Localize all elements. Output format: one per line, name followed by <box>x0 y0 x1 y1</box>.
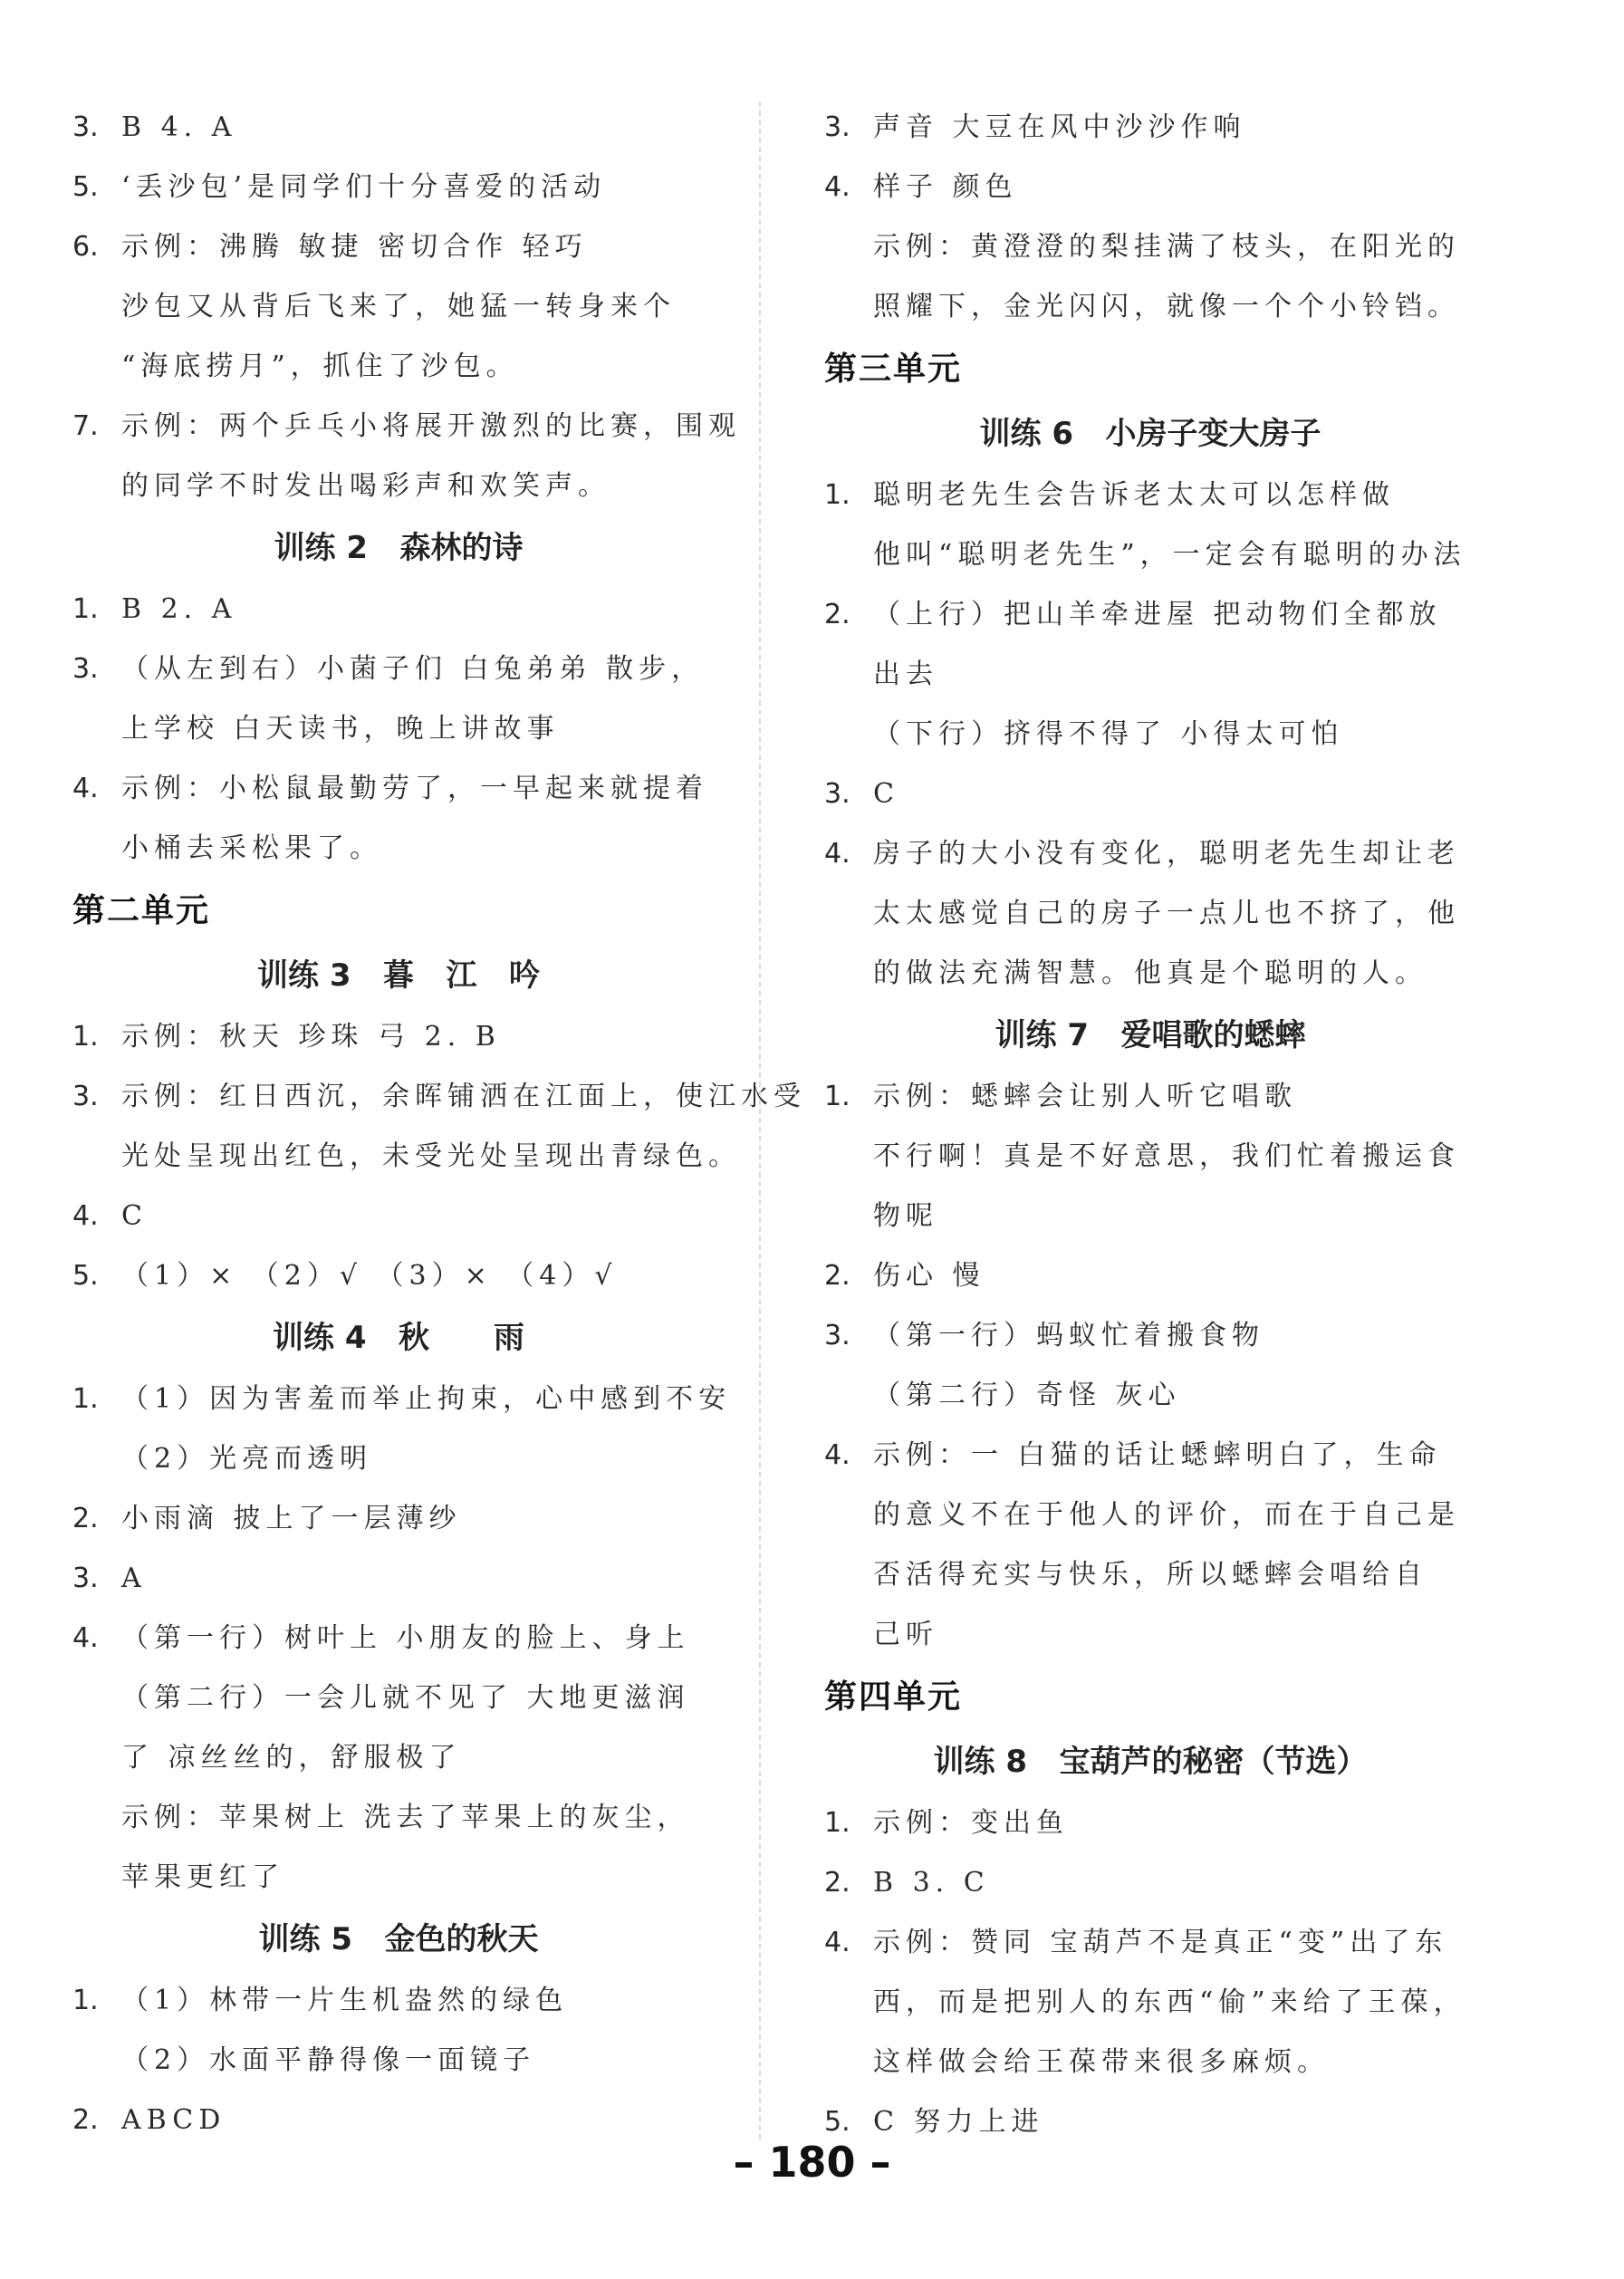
answer-text: 伤心 慢 <box>873 1260 985 1292</box>
question-number: 4. <box>72 1200 99 1232</box>
answer-text: “海底捞月”，抓住了沙包。 <box>121 351 519 382</box>
answer-line <box>72 1370 732 1429</box>
answer-text: （下行）挤得不得了 小得太可怕 <box>873 718 1344 750</box>
question-number: 3. <box>824 778 850 810</box>
question-number: 1. <box>824 479 850 511</box>
answer-line <box>824 98 1476 158</box>
answer-line <box>824 1545 1476 1605</box>
answer-line <box>824 158 1476 217</box>
answer-line <box>72 1067 806 1127</box>
question-number: 5. <box>72 1260 99 1292</box>
question-number: 1. <box>824 1807 850 1839</box>
answer-text: 沙包又从背后飞来了，她猛一转身来个 <box>121 291 676 322</box>
unit-heading: 第三单元 <box>824 351 963 388</box>
answer-line <box>72 1971 725 2031</box>
answer-line <box>824 525 1476 585</box>
question-number: 2. <box>824 1867 850 1899</box>
answer-line <box>72 277 725 337</box>
answer-text: （上行）把山羊牵进屋 把动物们全都放 <box>873 599 1442 630</box>
answer-line <box>824 1127 1476 1187</box>
question-number: 1. <box>72 1985 99 2016</box>
answer-text: （2）光亮而透明 <box>121 1443 373 1475</box>
answer-text: A <box>121 1563 147 1594</box>
answer-line <box>72 397 741 457</box>
question-number: 4. <box>824 1927 850 1958</box>
question-number: 1. <box>72 1021 99 1053</box>
answer-text: （1）× （2）√ （3）× （4）√ <box>121 1260 618 1292</box>
answer-line <box>824 2033 1476 2092</box>
answer-text: 示例：红日西沉，余晖铺洒在江面上，使江水受 <box>121 1081 806 1112</box>
question-number: 3. <box>72 111 99 143</box>
answer-line <box>824 1605 1476 1665</box>
exercise-title: 训练 4 秋 雨 <box>272 1320 525 1356</box>
answer-text: 示例：赞同 宝葫芦不是真正“变”出了东 <box>873 1927 1448 1958</box>
question-number: 2. <box>824 1260 850 1292</box>
answer-line <box>824 466 1476 525</box>
answer-line <box>824 884 1476 944</box>
answer-line <box>72 1609 725 1668</box>
answer-text: 示例：沸腾 敏捷 密切合作 轻巧 <box>121 231 588 263</box>
question-number: 1. <box>72 1383 99 1415</box>
answer-text: 小雨滴 披上了一层薄纱 <box>121 1503 462 1534</box>
exercise-title: 训练 3 暮 江 吟 <box>256 957 541 994</box>
answer-line <box>824 1793 1476 1853</box>
question-number: 3. <box>72 1563 99 1594</box>
answer-text: 不行啊！真是不好意思，我们忙着搬运食 <box>873 1140 1460 1172</box>
answer-line <box>72 2031 725 2091</box>
answer-line <box>72 337 725 397</box>
answer-text: 上学校 白天读书，晚上讲故事 <box>121 713 560 745</box>
answer-text: 小桶去采松果了。 <box>121 832 382 864</box>
answer-line <box>72 699 725 759</box>
answer-line <box>72 457 725 516</box>
answer-line <box>72 1127 741 1187</box>
question-number: 3. <box>72 653 99 685</box>
answer-text: 示例：两个乒乓小将展开激烈的比赛，围观 <box>121 410 741 442</box>
answer-text: 声音 大豆在风中沙沙作响 <box>873 111 1246 143</box>
answer-text: 太太感觉自己的房子一点儿也不挤了，他 <box>873 898 1460 929</box>
answer-text: 他叫“聪明老先生”，一定会有聪明的办法 <box>873 539 1466 571</box>
answer-line <box>824 1366 1476 1426</box>
question-number: 4. <box>72 1622 99 1654</box>
answer-line <box>824 645 1476 705</box>
exercise-title: 训练 2 森林的诗 <box>274 530 524 566</box>
answer-text: 的同学不时发出喝彩声和欢笑声。 <box>121 470 610 502</box>
answer-text: 了 凉丝丝的，舒服极了 <box>121 1742 462 1774</box>
answer-text: B 3. C <box>873 1867 990 1899</box>
answer-text: 的做法充满智慧。他真是个聪明的人。 <box>873 957 1427 989</box>
question-number: 4. <box>824 171 850 203</box>
answer-text: （从左到右）小菌子们 白兔弟弟 散步， <box>121 653 705 685</box>
answer-text: （2）水面平静得像一面镜子 <box>121 2044 536 2076</box>
exercise-title: 训练 7 爱唱歌的蟋蟀 <box>995 1017 1306 1053</box>
answer-text: （第一行）树叶上 小朋友的脸上、身上 <box>121 1622 690 1654</box>
answer-text: B 4. A <box>121 111 237 143</box>
question-number: 4. <box>72 773 99 804</box>
answer-text: 出去 <box>873 659 938 690</box>
question-number: 1. <box>72 593 99 625</box>
answer-line <box>72 1187 725 1246</box>
right-column <box>824 98 1476 2152</box>
answer-line <box>824 1067 1476 1127</box>
answer-line <box>72 98 725 158</box>
column-divider <box>759 101 761 2140</box>
answer-line <box>72 759 725 819</box>
answer-line <box>824 1913 1476 1973</box>
answer-line <box>72 639 725 699</box>
exercise-title: 训练 5 金色的秋天 <box>258 1921 539 1957</box>
question-number: 3. <box>824 1320 850 1351</box>
answer-text: 西，而是把别人的东西“偷”来给了王葆， <box>873 1986 1466 2018</box>
answer-line <box>72 1429 725 1489</box>
answer-text: C <box>873 778 899 810</box>
answer-line <box>824 1187 1476 1246</box>
answer-text: （第二行）一会儿就不见了 大地更滋润 <box>121 1682 690 1714</box>
answer-line <box>72 1848 725 1908</box>
answer-text: 样子 颜色 <box>873 171 1018 203</box>
answer-line <box>824 217 1476 277</box>
question-number: 2. <box>72 1503 99 1534</box>
answer-line <box>72 819 725 879</box>
answer-line <box>824 585 1476 645</box>
answer-text: C 努力上进 <box>873 2106 1044 2138</box>
answer-line <box>824 277 1476 337</box>
answer-text: 示例：苹果树上 洗去了苹果上的灰尘， <box>121 1802 690 1833</box>
answer-line <box>824 1973 1476 2033</box>
answer-text: 光处呈现出红色，未受光处呈现出青绿色。 <box>121 1140 741 1172</box>
page-number: – 180 – <box>733 2138 891 2187</box>
exercise-title: 训练 6 小房子变大房子 <box>979 416 1321 452</box>
answer-text: ABCD <box>121 2104 226 2136</box>
answer-text: 示例：蟋蟀会让别人听它唱歌 <box>873 1081 1297 1112</box>
answer-text: 聪明老先生会告诉老太太可以怎样做 <box>873 479 1395 511</box>
answer-line <box>824 824 1476 884</box>
answer-text: C <box>121 1200 148 1232</box>
answer-text: 房子的大小没有变化，聪明老先生却让老 <box>873 838 1460 870</box>
unit-heading: 第二单元 <box>72 892 211 929</box>
question-number: 5. <box>72 171 99 203</box>
question-number: 2. <box>824 599 850 630</box>
answer-text: 示例：黄澄澄的梨挂满了枝头，在阳光的 <box>873 231 1460 263</box>
exercise-title: 训练 8 宝葫芦的秘密（节选） <box>933 1744 1368 1780</box>
answer-line <box>824 705 1476 764</box>
answer-text: 的意义不在于他人的评价，而在于自己是 <box>873 1499 1460 1531</box>
answer-line <box>72 1788 725 1848</box>
answer-text: 这样做会给王葆带来很多麻烦。 <box>873 2046 1330 2078</box>
answer-line <box>72 1489 725 1549</box>
answer-text: （第一行）蚂蚁忙着搬食物 <box>873 1320 1264 1351</box>
answer-line <box>824 1426 1476 1486</box>
answer-line <box>72 1668 725 1728</box>
answer-text: B 2. A <box>121 593 237 625</box>
answer-line <box>824 1486 1476 1545</box>
answer-text: 示例：小松鼠最勤劳了，一早起来就提着 <box>121 773 708 804</box>
answer-line <box>824 1246 1476 1306</box>
answer-line <box>72 580 725 639</box>
answer-line <box>72 158 725 217</box>
question-number: 6. <box>72 231 99 263</box>
question-number: 3. <box>824 111 850 143</box>
answer-text: 己听 <box>873 1619 938 1650</box>
question-number: 1. <box>824 1081 850 1112</box>
answer-text: 物呢 <box>873 1200 938 1232</box>
question-number: 7. <box>72 410 99 442</box>
left-column <box>72 98 806 2150</box>
answer-text: 照耀下，金光闪闪，就像一个个小铃铛。 <box>873 291 1460 322</box>
question-number: 3. <box>72 1081 99 1112</box>
answer-line <box>72 1728 725 1788</box>
answer-text: （第二行）奇怪 灰心 <box>873 1380 1181 1411</box>
answer-line <box>72 217 725 277</box>
answer-line <box>72 1007 725 1067</box>
answer-text: 苹果更红了 <box>121 1861 284 1893</box>
question-number: 4. <box>824 1439 850 1471</box>
answer-line <box>824 764 1476 824</box>
question-number: 2. <box>72 2104 99 2136</box>
question-number: 4. <box>824 838 850 870</box>
answer-text: 否活得充实与快乐，所以蟋蟀会唱给自 <box>873 1559 1427 1591</box>
answer-line <box>72 1549 725 1609</box>
answer-text: 示例：一 白猫的话让蟋蟀明白了，生命 <box>873 1439 1442 1471</box>
answer-line <box>824 1306 1476 1366</box>
answer-text: （1）林带一片生机盎然的绿色 <box>121 1985 569 2016</box>
answer-text: （1）因为害羞而举止拘束，心中感到不安 <box>121 1383 732 1415</box>
answer-line <box>72 1246 725 1306</box>
unit-heading: 第四单元 <box>824 1678 963 1716</box>
answer-text: ‘丢沙包’是同学们十分喜爱的活动 <box>121 171 607 203</box>
answer-text: 示例：变出鱼 <box>873 1807 1069 1839</box>
answer-text: 示例：秋天 珍珠 弓 2. B <box>121 1021 501 1053</box>
answer-line <box>824 944 1476 1004</box>
answer-line <box>824 1853 1476 1913</box>
question-number: 5. <box>824 2106 850 2138</box>
